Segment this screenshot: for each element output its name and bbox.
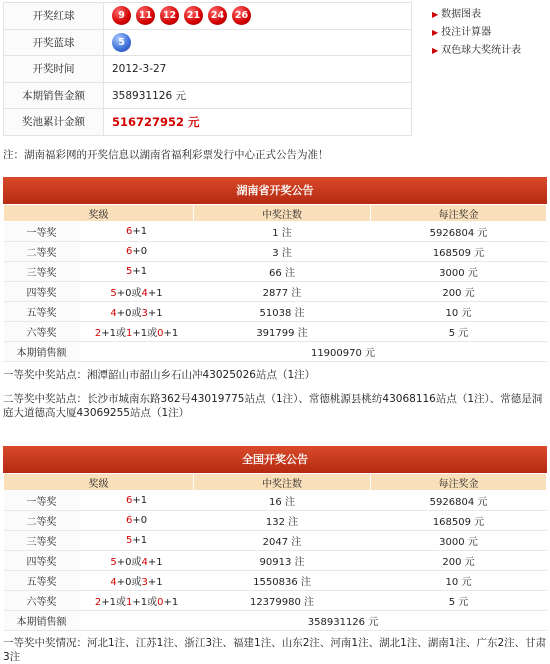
winner-count: 51038 注 [194, 302, 371, 322]
prize-row [4, 322, 547, 342]
arrow-right-icon: ▶ [432, 46, 439, 55]
hunan-section [3, 177, 547, 420]
winner-count: 2877 注 [194, 282, 371, 302]
prize-amount: 10 元 [371, 571, 547, 591]
match-rule: 5+1 [80, 262, 194, 282]
col-prize: 每注奖金 [371, 474, 547, 491]
match-rule: 5+0或4+1 [80, 282, 194, 302]
blue-ball-row [4, 29, 412, 56]
blue-ball: 5 [112, 33, 131, 52]
draw-summary [0, 0, 550, 161]
prize-row [4, 282, 547, 302]
prize-amount: 5 元 [371, 322, 547, 342]
winner-count: 3 注 [194, 242, 371, 262]
national-sales: 358931126 元 [80, 611, 547, 631]
prize-level: 二等奖 [4, 242, 80, 262]
match-rule: 4+0或3+1 [80, 571, 194, 591]
draw-date-row [4, 56, 412, 83]
prize-level: 五等奖 [4, 571, 80, 591]
prize-row [4, 242, 547, 262]
draw-info-table [3, 2, 412, 136]
winner-count: 90913 注 [194, 551, 371, 571]
sales-row [4, 82, 412, 109]
national-prize-table [3, 473, 547, 631]
hunan-sales: 11900970 元 [80, 342, 547, 362]
prize-amount: 10 元 [371, 302, 547, 322]
prize-level: 三等奖 [4, 262, 80, 282]
match-rule: 2+1或1+1或0+1 [80, 322, 194, 342]
prize-level: 二等奖 [4, 511, 80, 531]
prize-row [4, 262, 547, 282]
prize-row [4, 491, 547, 511]
prize-level: 六等奖 [4, 591, 80, 611]
red-ball: 11 [136, 6, 155, 25]
red-ball: 21 [184, 6, 203, 25]
red-ball: 12 [160, 6, 179, 25]
arrow-right-icon: ▶ [432, 28, 439, 37]
sales-label: 本期销售金额 [4, 82, 104, 109]
pool-amount: 516727952 元 [112, 114, 200, 129]
sales-amount: 358931126 元 [104, 82, 412, 109]
match-rule: 5+1 [80, 531, 194, 551]
disclaimer-note: 注：湖南福彩网的开奖信息以湖南省福利彩票发行中心正式公告为准！ [3, 149, 329, 161]
red-ball: 24 [208, 6, 227, 25]
arrow-right-icon: ▶ [432, 10, 439, 19]
link-bet-calculator[interactable]: ▶ 投注计算器 [432, 27, 492, 38]
col-count: 中奖注数 [194, 205, 371, 222]
winner-count: 12379980 注 [194, 591, 371, 611]
prize-level: 四等奖 [4, 282, 80, 302]
red-balls-label: 开奖红球 [4, 3, 104, 30]
winner-count: 2047 注 [194, 531, 371, 551]
national-sales-label: 本期销售额 [4, 611, 80, 631]
national-section [3, 446, 547, 664]
prize-amount: 5926804 元 [371, 222, 547, 242]
prize-amount: 168509 元 [371, 242, 547, 262]
red-ball: 26 [232, 6, 251, 25]
prize-level: 一等奖 [4, 491, 80, 511]
prize-amount: 200 元 [371, 282, 547, 302]
match-rule: 6+1 [80, 491, 194, 511]
winner-count: 1 注 [194, 222, 371, 242]
match-rule: 4+0或3+1 [80, 302, 194, 322]
match-rule: 2+1或1+1或0+1 [80, 591, 194, 611]
hunan-sales-label: 本期销售额 [4, 342, 80, 362]
red-ball: 9 [112, 6, 131, 25]
match-rule: 5+0或4+1 [80, 551, 194, 571]
prize-row [4, 511, 547, 531]
prize-row [4, 531, 547, 551]
pool-row [4, 109, 412, 136]
hunan-title: 湖南省开奖公告 [3, 177, 547, 204]
winner-count: 1550836 注 [194, 571, 371, 591]
prize-amount: 5926804 元 [371, 491, 547, 511]
winner-count: 16 注 [194, 491, 371, 511]
red-balls-row [4, 3, 412, 30]
red-balls [104, 3, 412, 30]
match-rule: 6+1 [80, 222, 194, 242]
prize-amount: 3000 元 [371, 262, 547, 282]
prize-level: 三等奖 [4, 531, 80, 551]
col-prize: 每注奖金 [371, 205, 547, 222]
prize-row [4, 571, 547, 591]
col-count: 中奖注数 [194, 474, 371, 491]
draw-date: 2012-3-27 [104, 56, 412, 83]
prize-level: 一等奖 [4, 222, 80, 242]
prize-amount: 168509 元 [371, 511, 547, 531]
prize-level: 四等奖 [4, 551, 80, 571]
link-data-charts[interactable]: ▶ 数据图表 [432, 9, 482, 20]
prize-amount: 200 元 [371, 551, 547, 571]
col-level: 奖级 [4, 474, 194, 491]
prize-row [4, 551, 547, 571]
link-jackpot-stats[interactable]: ▶ 双色球大奖统计表 [432, 45, 522, 56]
national-first-sites: 一等奖中奖情况：河北1注、江苏1注、浙江3注、福建1注、山东2注、河南1注、湖北1注、湖南1注、广东2注、甘肃3注 [3, 637, 547, 663]
hunan-first-sites: 一等奖中奖站点：湘潭韶山市韶山乡石山冲43025026站点（1注） [3, 369, 316, 381]
winner-count: 391799 注 [194, 322, 371, 342]
prize-row [4, 222, 547, 242]
hunan-prize-table [3, 204, 547, 362]
national-title: 全国开奖公告 [3, 446, 547, 473]
winner-count: 132 注 [194, 511, 371, 531]
hunan-second-sites: 二等奖中奖站点：长沙市城南东路362号43019775站点（1注）、常德桃源县桃纺43068116站点（1注）、常德是洞庭大道德高大厦43069255站点（1注） [3, 393, 543, 419]
col-level: 奖级 [4, 205, 194, 222]
match-rule: 6+0 [80, 242, 194, 262]
prize-row [4, 302, 547, 322]
match-rule: 6+0 [80, 511, 194, 531]
blue-ball-label: 开奖蓝球 [4, 29, 104, 56]
prize-amount: 3000 元 [371, 531, 547, 551]
winner-count: 66 注 [194, 262, 371, 282]
prize-level: 五等奖 [4, 302, 80, 322]
prize-row [4, 591, 547, 611]
pool-label: 奖池累计金额 [4, 109, 104, 136]
prize-level: 六等奖 [4, 322, 80, 342]
prize-amount: 5 元 [371, 591, 547, 611]
draw-date-label: 开奖时间 [4, 56, 104, 83]
side-links [432, 6, 521, 60]
